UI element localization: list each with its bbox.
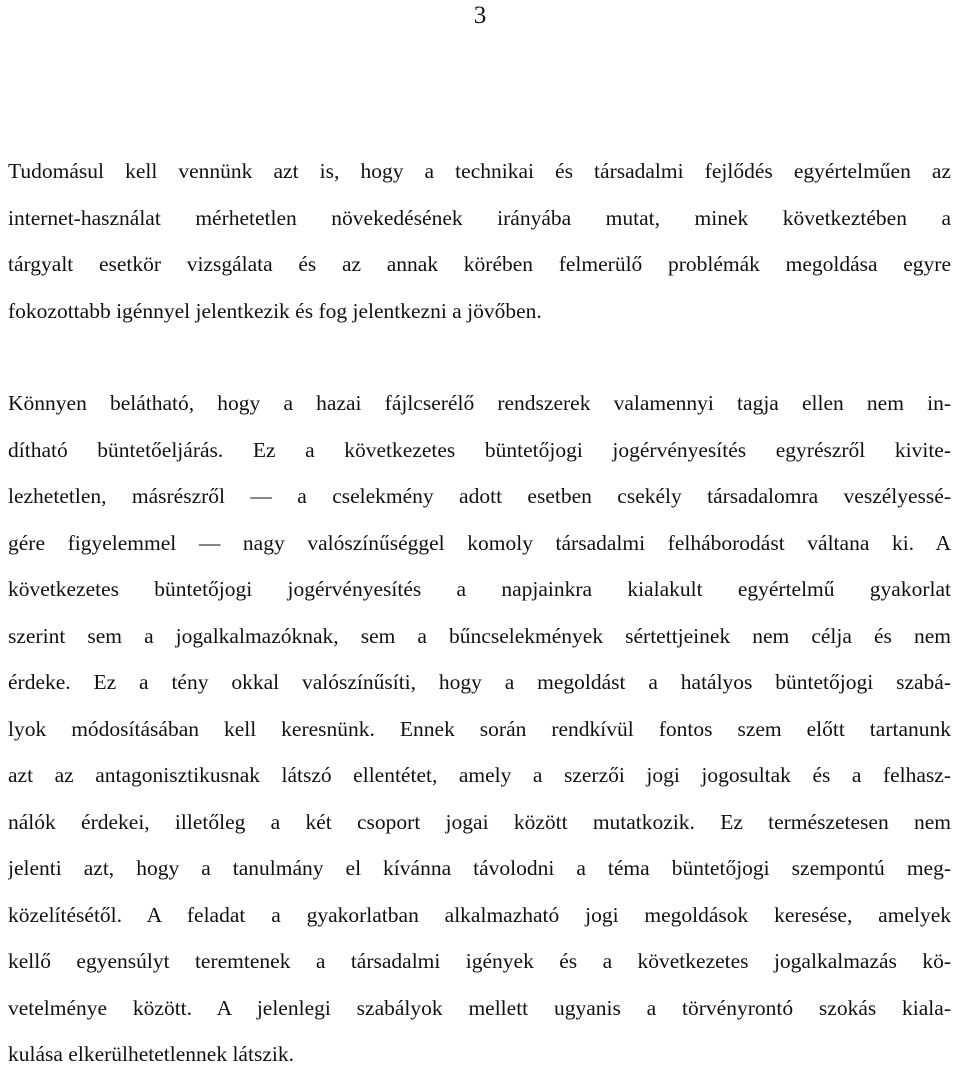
text-line: következetes büntetőjogi jogérvényesítés a napjainkra kialakult egyértelmű gyakorlat bbox=[8, 577, 951, 601]
paragraph-1 bbox=[8, 148, 951, 334]
text-line: lezhetetlen, másrészről — a cselekmény adott esetben csekély társadalomra veszélyessé- bbox=[8, 484, 951, 508]
text-line: vetelménye között. A jelenlegi szabályok mellett ugyanis a törvényrontó szokás kiala- bbox=[8, 995, 951, 1020]
text-line: érdeke. Ez a tény okkal valószínűsíti, hogy a megoldást a hatályos büntetőjogi szabá- bbox=[8, 670, 951, 694]
text-line: nálók érdekei, illetőleg a két csoport jogai között mutatkozik. Ez természetesen nem bbox=[8, 809, 951, 834]
text-line: internet-használat mérhetetlen növekedésének irányába mutat, minek következtében a bbox=[8, 205, 951, 230]
text-line: közelítésétől. A feladat a gyakorlatban alkalmazható jogi megoldások keresése, amelyek bbox=[8, 902, 951, 927]
text-line: tárgyalt esetkör vizsgálata és az annak körében felmerülő problémák megoldása egyre bbox=[8, 252, 951, 276]
text-line: dítható büntetőeljárás. Ez a következetes büntetőjogi jogérvényesítés egyrészről kivite- bbox=[8, 437, 951, 462]
text-line: kulása elkerülhetetlennek látszik. bbox=[8, 1042, 294, 1066]
text-line: azt az antagonisztikusnak látszó ellentétet, amely a szerzői jogi jogosultak és a felhasz- bbox=[8, 763, 951, 787]
text-line: gére figyelemmel — nagy valószínűséggel komoly társadalmi felháborodást váltana ki. A bbox=[8, 530, 951, 555]
page-number: 3 bbox=[473, 2, 487, 29]
text-line: lyok módosításában kell keresnünk. Ennek során rendkívül fontos szem előtt tartanunk bbox=[8, 716, 951, 741]
text-line: jelenti azt, hogy a tanulmány el kívánna távolodni a téma büntetőjogi szempontú meg- bbox=[8, 856, 951, 880]
paragraph-2 bbox=[8, 380, 951, 1078]
text-line: fokozottabb igénnyel jelentkezik és fog jelentkezni a jövőben. bbox=[8, 298, 542, 323]
text-line: Könnyen belátható, hogy a hazai fájlcserélő rendszerek valamennyi tagja ellen nem in- bbox=[8, 391, 951, 415]
text-line: Tudomásul kell vennünk azt is, hogy a technikai és társadalmi fejlődés egyértelműen az bbox=[8, 159, 951, 183]
text-line: szerint sem a jogalkalmazóknak, sem a bűncselekmények sértettjeinek nem célja és nem bbox=[8, 623, 951, 648]
text-line: kellő egyensúlyt teremtenek a társadalmi igények és a következetes jogalkalmazás kö- bbox=[8, 949, 951, 973]
